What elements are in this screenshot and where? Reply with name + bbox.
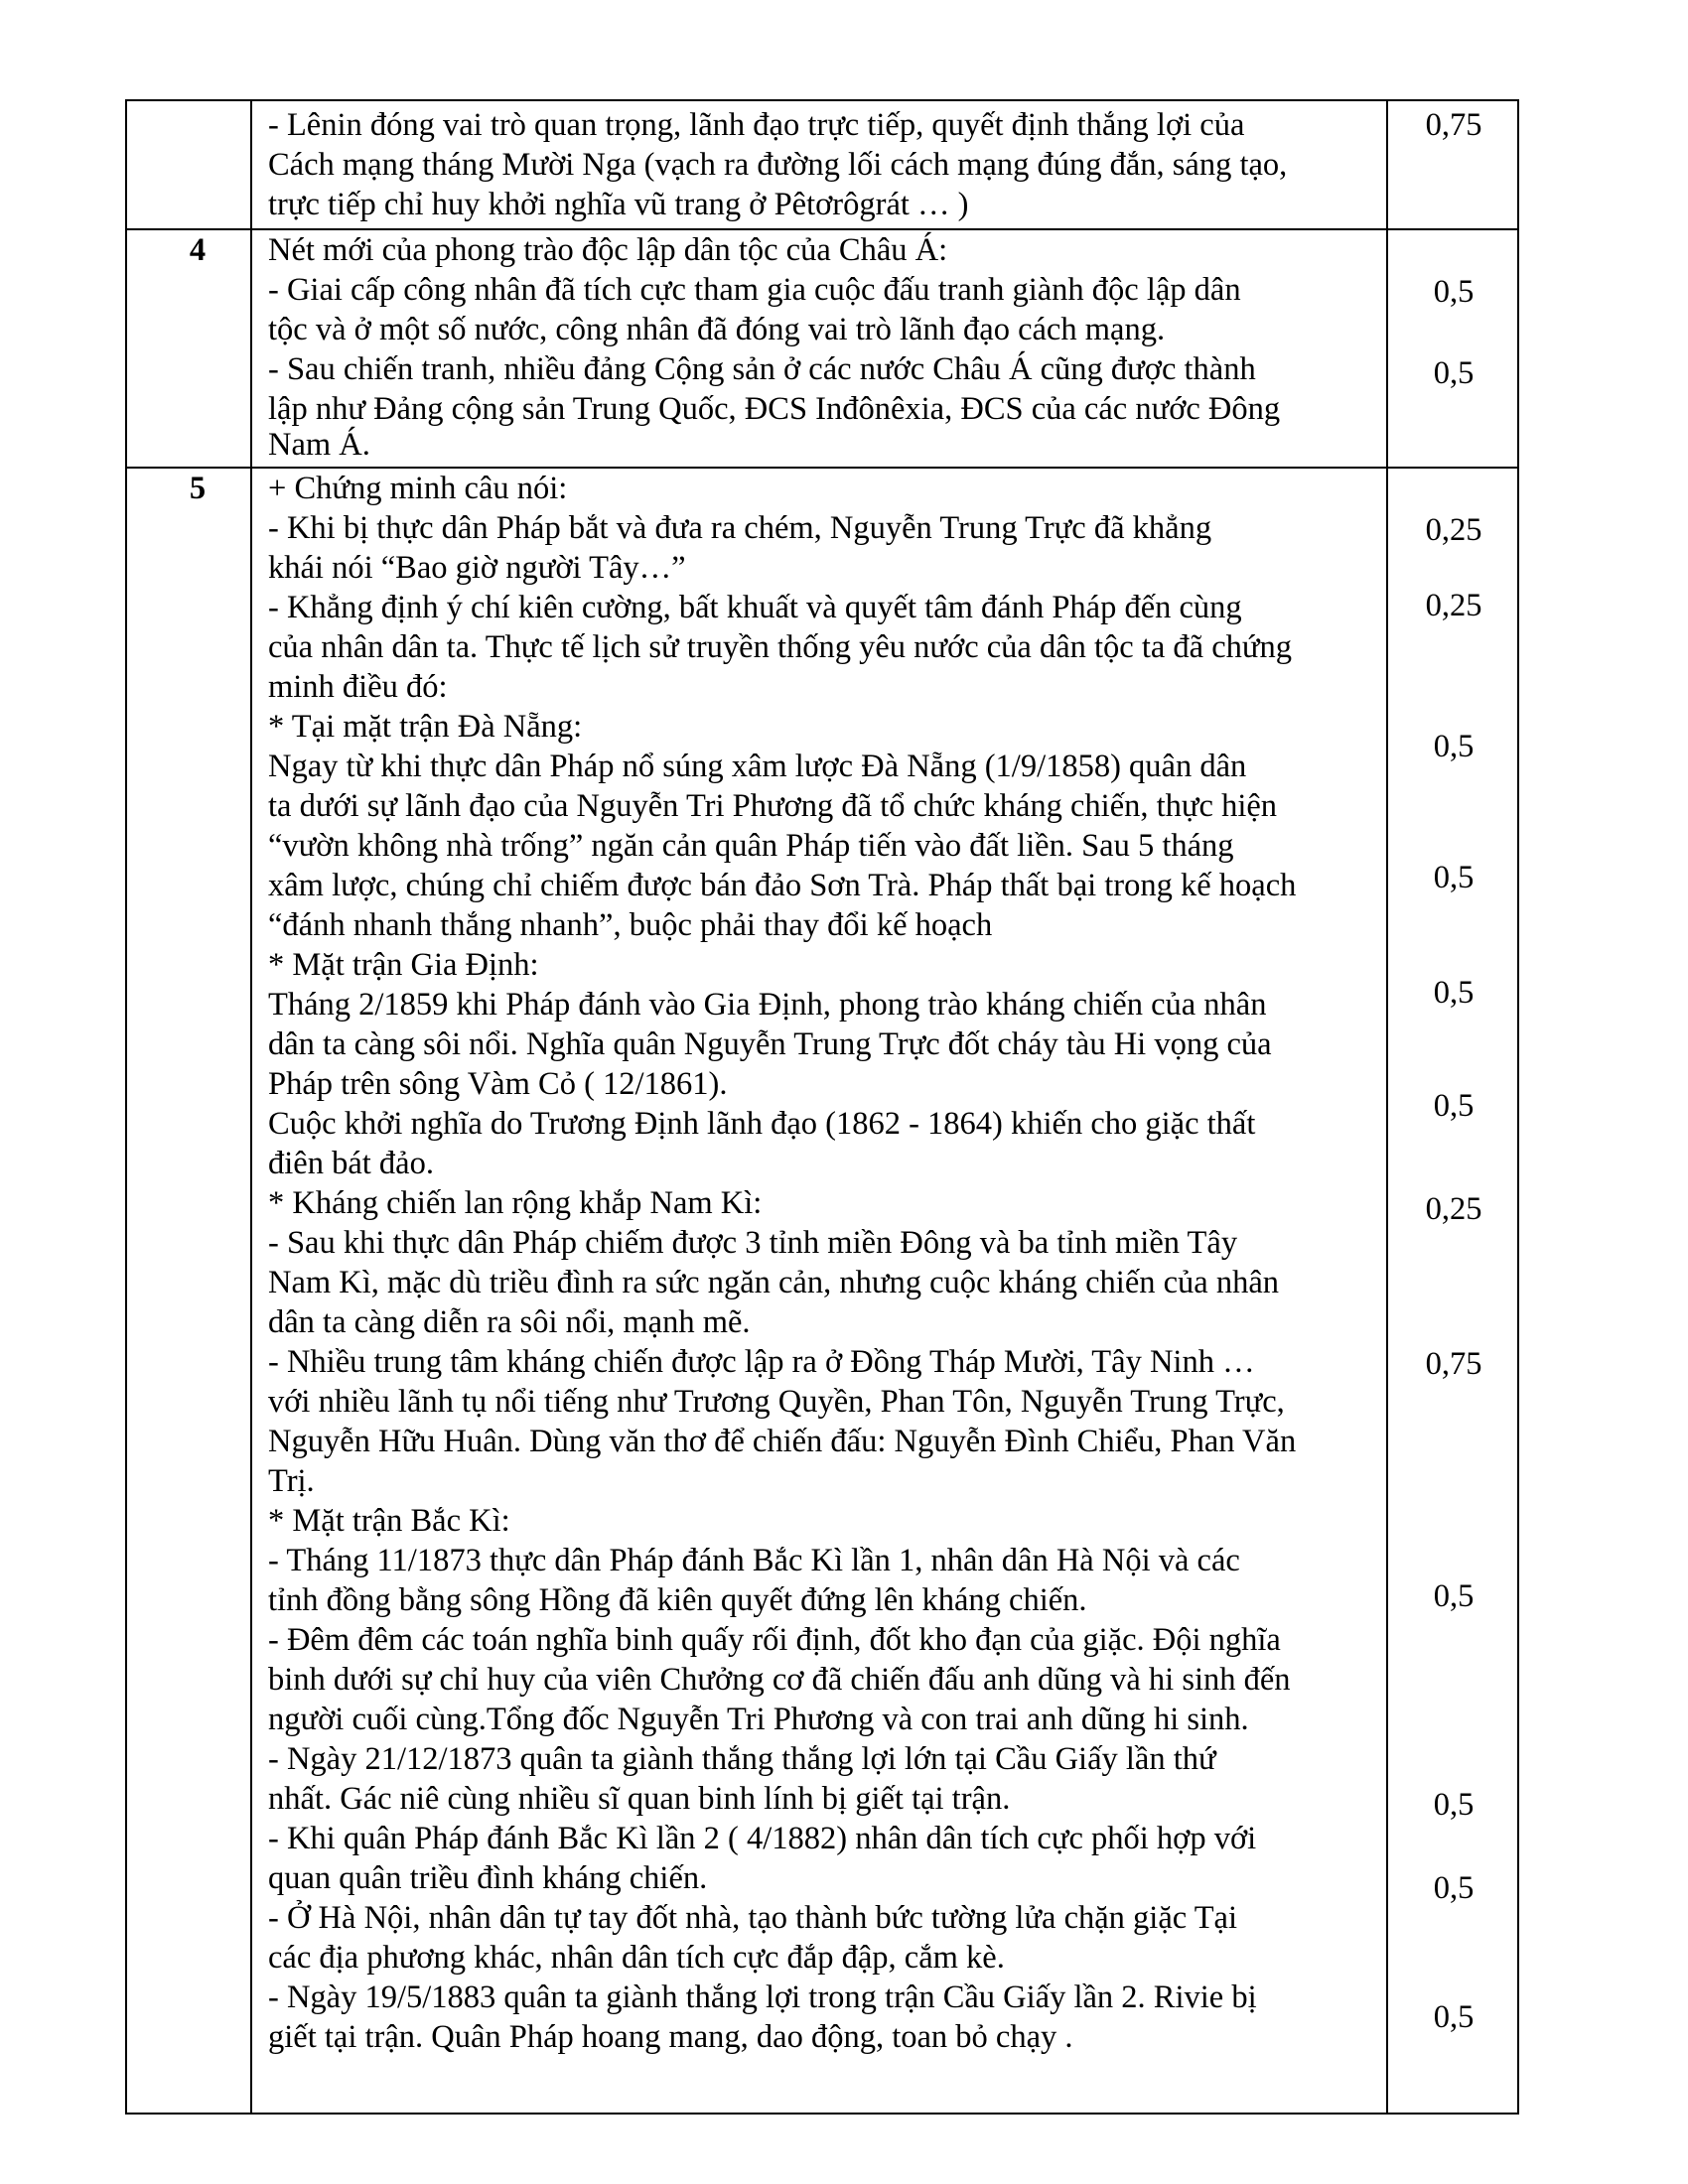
score-value: 0,75 — [1425, 1346, 1482, 1382]
answer-line: * Tại mặt trận Đà Nẵng: — [268, 709, 583, 745]
score-value: 0,5 — [1433, 975, 1475, 1011]
answer-line: Cách mạng tháng Mười Nga (vạch ra đường lối cách mạng đúng đắn, sáng tạo, — [268, 147, 1288, 183]
answer-line: * Mặt trận Gia Định: — [268, 947, 539, 983]
answer-line: Cuộc khởi nghĩa do Trương Định lãnh đạo (1862 - 1864) khiến cho giặc thất — [268, 1106, 1256, 1142]
score-value: 0,5 — [1433, 1088, 1475, 1124]
answer-line: ta dưới sự lãnh đạo của Nguyễn Tri Phương đã tổ chức kháng chiến, thực hiện — [268, 788, 1278, 824]
score-value: 0,5 — [1433, 274, 1475, 310]
answer-line: tộc và ở một số nước, công nhân đã đóng vai trò lãnh đạo cách mạng. — [268, 312, 1166, 347]
score-value: 0,25 — [1425, 588, 1482, 623]
score-value: 0,5 — [1433, 1787, 1475, 1823]
answer-line: với nhiều lãnh tụ nổi tiếng như Trương Quyền, Phan Tôn, Nguyễn Trung Trực, — [268, 1384, 1285, 1420]
answer-line: lập như Đảng cộng sản Trung Quốc, ĐCS Inđônêxia, ĐCS của các nước Đông — [268, 391, 1281, 427]
answer-line: Nam Á. — [268, 427, 370, 463]
answer-line: Nguyễn Hữu Huân. Dùng văn thơ để chiến đấu: Nguyễn Đình Chiểu, Phan Văn — [268, 1424, 1297, 1459]
question-number: 4 — [189, 232, 207, 268]
answer-line: dân ta càng diễn ra sôi nổi, mạnh mẽ. — [268, 1304, 751, 1340]
answer-line: Trị. — [268, 1463, 315, 1499]
answer-line: trực tiếp chỉ huy khởi nghĩa vũ trang ở Pêtơrôgrát … ) — [268, 187, 969, 222]
answer-line: - Tháng 11/1873 thực dân Pháp đánh Bắc Kì lần 1, nhân dân Hà Nội và các — [268, 1543, 1240, 1578]
answer-line: của nhân dân ta. Thực tế lịch sử truyền thống yêu nước của dân tộc ta đã chứng — [268, 629, 1293, 665]
answer-line: giết tại trận. Quân Pháp hoang mang, dao động, toan bỏ chạy . — [268, 2019, 1073, 2055]
answer-line: Nét mới của phong trào độc lập dân tộc của Châu Á: — [268, 232, 948, 268]
score-value: 0,5 — [1433, 1870, 1475, 1906]
question-number: 5 — [189, 471, 207, 506]
answer-line: Ngay từ khi thực dân Pháp nổ súng xâm lược Đà Nẵng (1/9/1858) quân dân — [268, 749, 1247, 784]
answer-line: * Kháng chiến lan rộng khắp Nam Kì: — [268, 1185, 763, 1221]
score-value: 0,5 — [1433, 355, 1475, 391]
answer-line: binh dưới sự chỉ huy của viên Chưởng cơ đã chiến đấu anh dũng và hi sinh đến — [268, 1662, 1291, 1698]
score-value: 0,5 — [1433, 860, 1475, 895]
answer-line: quan quân triều đình kháng chiến. — [268, 1860, 708, 1896]
score-value: 0,5 — [1433, 1578, 1475, 1614]
score-value: 0,5 — [1433, 729, 1475, 764]
answer-line: - Ngày 19/5/1883 quân ta giành thắng lợi trong trận Cầu Giấy lần 2. Rivie bị — [268, 1979, 1257, 2015]
answer-line: - Lênin đóng vai trò quan trọng, lãnh đạo trực tiếp, quyết định thắng lợi của — [268, 107, 1245, 143]
answer-line: xâm lược, chúng chỉ chiếm được bán đảo Sơn Trà. Pháp thất bại trong kế hoạch — [268, 868, 1297, 903]
answer-line: Tháng 2/1859 khi Pháp đánh vào Gia Định, phong trào kháng chiến của nhân — [268, 987, 1267, 1023]
answer-line: nhất. Gác niê cùng nhiều sĩ quan binh lính bị giết tại trận. — [268, 1781, 1011, 1817]
answer-line: tỉnh đồng bằng sông Hồng đã kiên quyết đứng lên kháng chiến. — [268, 1582, 1087, 1618]
answer-line: điên bát đảo. — [268, 1146, 434, 1181]
answer-line: - Sau khi thực dân Pháp chiếm được 3 tỉnh miền Đông và ba tỉnh miền Tây — [268, 1225, 1238, 1261]
answer-line: Pháp trên sông Vàm Cỏ ( 12/1861). — [268, 1066, 728, 1102]
answer-line: khái nói “Bao giờ người Tây…” — [268, 550, 686, 586]
answer-table — [125, 99, 1519, 2115]
score-value: 0,25 — [1425, 512, 1482, 548]
answer-line: - Sau chiến tranh, nhiều đảng Cộng sản ở các nước Châu Á cũng được thành — [268, 351, 1256, 387]
answer-line: - Đêm đêm các toán nghĩa binh quấy rối định, đốt kho đạn của giặc. Đội nghĩa — [268, 1622, 1281, 1658]
answer-line: * Mặt trận Bắc Kì: — [268, 1503, 510, 1539]
answer-line: - Khi bị thực dân Pháp bắt và đưa ra chém, Nguyễn Trung Trực đã khẳng — [268, 510, 1212, 546]
answer-line: Nam Kì, mặc dù triều đình ra sức ngăn cản, nhưng cuộc kháng chiến của nhân — [268, 1265, 1280, 1300]
answer-line: minh điều đó: — [268, 669, 448, 705]
column-divider-number — [250, 101, 252, 2113]
answer-line: “vườn không nhà trống” ngăn cản quân Pháp tiến vào đất liền. Sau 5 tháng — [268, 828, 1234, 864]
score-value: 0,25 — [1425, 1191, 1482, 1227]
answer-line: - Giai cấp công nhân đã tích cực tham gia cuộc đấu tranh giành độc lập dân — [268, 272, 1241, 308]
answer-line: người cuối cùng.Tổng đốc Nguyễn Tri Phương và con trai anh dũng hi sinh. — [268, 1702, 1249, 1737]
answer-line: - Ngày 21/12/1873 quân ta giành thắng thắng lợi lớn tại Cầu Giấy lần thứ — [268, 1741, 1216, 1777]
answer-line: - Nhiều trung tâm kháng chiến được lập ra ở Đồng Tháp Mười, Tây Ninh … — [268, 1344, 1255, 1380]
answer-line: các địa phương khác, nhân dân tích cực đắp đập, cắm kè. — [268, 1940, 1005, 1976]
score-value: 0,5 — [1433, 1999, 1475, 2035]
answer-line: dân ta càng sôi nổi. Nghĩa quân Nguyễn Trung Trực đốt cháy tàu Hi vọng của — [268, 1026, 1272, 1062]
answer-line: - Khẳng định ý chí kiên cường, bất khuất và quyết tâm đánh Pháp đến cùng — [268, 590, 1242, 625]
answer-line: “đánh nhanh thắng nhanh”, buộc phải thay đổi kế hoạch — [268, 907, 993, 943]
answer-line: - Ở Hà Nội, nhân dân tự tay đốt nhà, tạo thành bức tường lửa chặn giặc Tại — [268, 1900, 1238, 1936]
score-value: 0,75 — [1425, 107, 1482, 143]
answer-line: - Khi quân Pháp đánh Bắc Kì lần 2 ( 4/1882) nhân dân tích cực phối hợp với — [268, 1821, 1257, 1856]
answer-line: + Chứng minh câu nói: — [268, 471, 568, 506]
